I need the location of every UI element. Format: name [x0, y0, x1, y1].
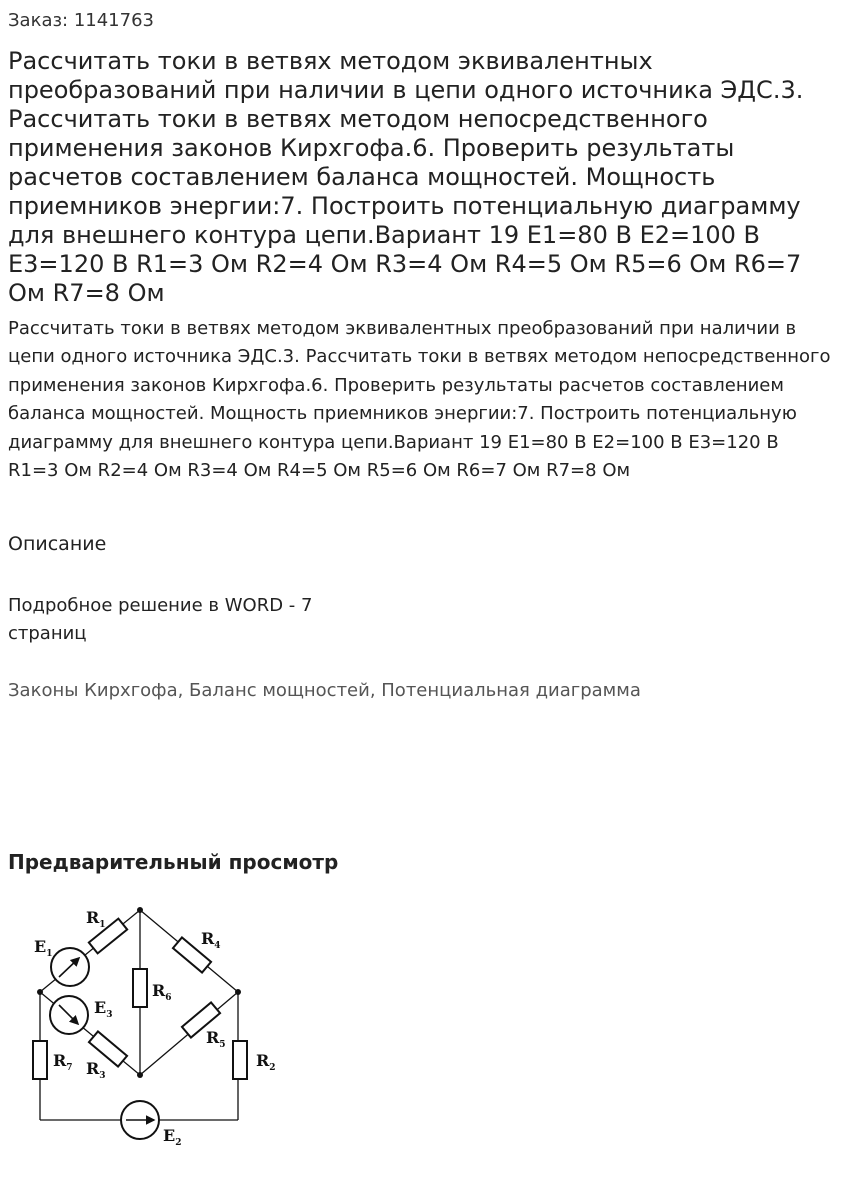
- label-e1: $E_1$: [34, 937, 53, 959]
- node-left: [37, 989, 43, 995]
- label-r2: $R_2$: [256, 1051, 276, 1073]
- resistor-r6: [133, 969, 147, 1007]
- label-r7: $R_7$: [53, 1051, 73, 1073]
- label-r6: $R_6$: [152, 981, 172, 1003]
- label-r1: $R_1$: [86, 908, 106, 930]
- resistor-r7: [33, 1041, 47, 1079]
- description-heading: Описание: [8, 533, 107, 555]
- node-top: [137, 907, 143, 913]
- lead-text: Рассчитать токи в ветвях методом эквивалентных преобразований при наличии в цепи одного источника ЭДС.3. Рассчитать токи в ветвях методом непосредственного применения законов Кирхгофа.6. Проверить результаты расчетов составлением баланса мощностей. Мощность приемников энергии:7. Построить потенциальную диаграмму для внешнего контура цепи.Вариант 19 E1=80 В E2=100 В E3=120 В R1=3 Ом R2=4 Ом R3=4 Ом R4=5 Ом R5=6 Ом R6=7 Ом R7=8 Ом: [8, 318, 831, 482]
- preview-heading: Предварительный просмотр: [8, 850, 339, 874]
- page-title: Рассчитать токи в ветвях методом эквивалентных преобразований при наличии в цепи одного источника ЭДС.3. Рассчитать токи в ветвях методом непосредственного применения законов Кирхгофа.6. Проверить результаты расчетов составлением баланса мощностей. Мощность приемников энергии:7. Построить потенциальную диаграмму для внешнего контура цепи.Вариант 19 E1=80 В E2=100 В E3=120 В R1=3 Ом R2=4 Ом R3=4 Ом R4=5 Ом R5=6 Ом R6=7 Ом R7=8 Ом: [8, 47, 804, 307]
- label-r5: $R_5$: [206, 1028, 226, 1050]
- order-number: Заказ: 1141763: [8, 10, 154, 31]
- resistor-r2: [233, 1041, 247, 1079]
- description-body: Подробное решение в WORD - 7 страниц: [8, 595, 313, 644]
- label-e3: $E_3$: [94, 998, 113, 1020]
- node-bottom: [137, 1072, 143, 1078]
- label-r3: $R_3$: [86, 1059, 106, 1081]
- label-e2: $E_2$: [163, 1126, 182, 1148]
- node-right: [235, 989, 241, 995]
- label-r4: $R_4$: [201, 929, 221, 951]
- tags-list: Законы Кирхгофа, Баланс мощностей, Потенциальная диаграмма: [8, 680, 641, 701]
- circuit-diagram: [20, 895, 290, 1165]
